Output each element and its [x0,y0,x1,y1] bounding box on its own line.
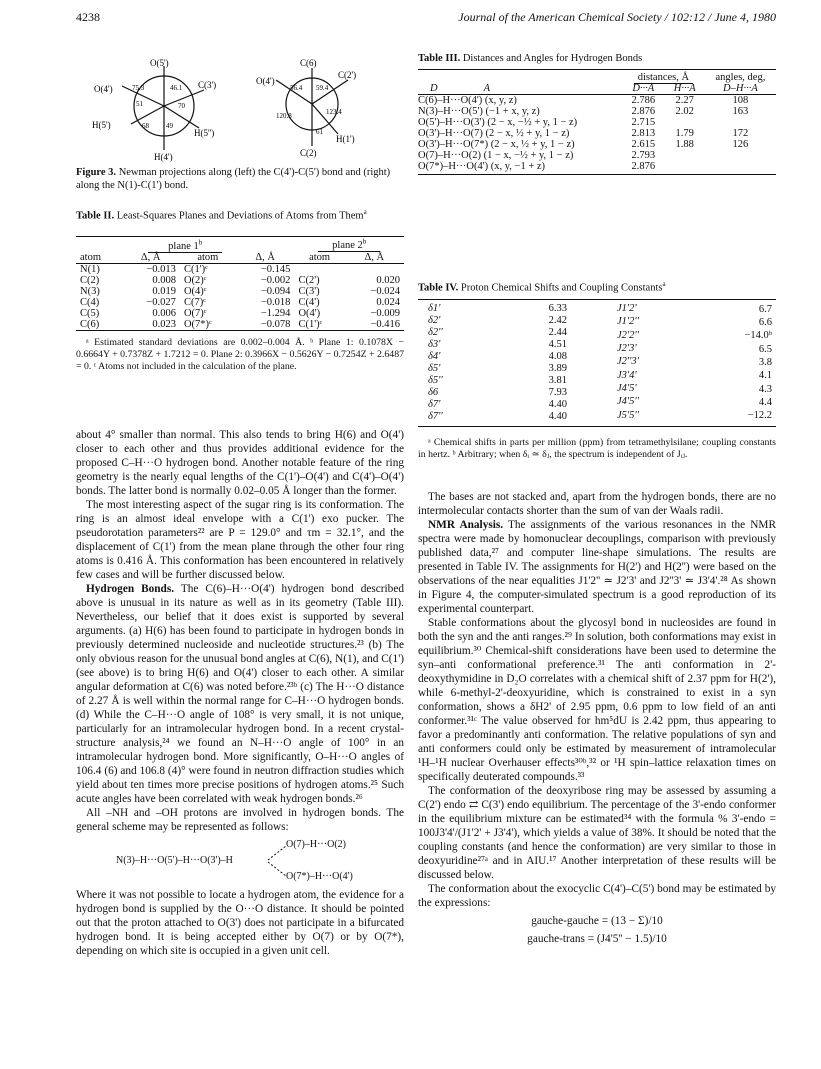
table-3-title-text: Distances and Angles for Hydrogen Bonds [462,53,643,64]
right-paragraph-4: The conformation of the deoxyribose ring may be assessed by assuming a C(2') endo ⇄ C(3') endo equilibrium. The percentage of the 3'-endo conformer in the equilibrium mixture can be estimated³⁴ with the formula % 3'-endo = 100J3'4'/(J1'2' + J3'4'), which yields a value of 38%. It should be noted that the coupling constants (and hence the conformation) are very similar to those in deoxyuridine²⁷ᵃ and in AIU.¹⁷ Another interpretation of these results will be discussed below. [418,785,776,881]
table-row [418,117,776,128]
table-2-title-text: Least-Squares Planes and Deviations of Atoms from Them [116,210,364,222]
table-cell: 0.023 [152,318,176,330]
scheme-chain: N(3)–H···O(5')–H···O(3')–H [116,855,233,866]
value-cell: 172 [732,128,749,139]
right-label-1: O(4') [256,76,275,86]
bond-cell: O(7)–H···O(2) (1 − x, −½ + y, 1 − z) [418,150,574,161]
value-cell [705,117,776,128]
table-row [418,315,597,327]
table-3-col-da: D···A [632,83,655,94]
left-label-1: O(4') [94,84,113,94]
equation-gauche-gauche: gauche-gauche = (13 − Σ)/10 [531,915,663,927]
figure-3 [76,56,404,166]
right-column-text [418,490,776,946]
table-2-header-row [76,252,404,264]
table-row [418,95,776,107]
left-label-5: H(4') [154,152,173,162]
hydrogen-bond-scheme [76,836,404,886]
shift-symbol: δ2'' [428,326,443,338]
coupling-symbol: J4'5'' [617,396,639,408]
table-cell: N(3) [80,285,100,297]
bond-cell: O(7*)–H···O(4') (x, y, −1 + z) [418,161,546,172]
table-row [76,263,404,275]
shift-value: 4.08 [548,351,567,362]
table-cell: 0.024 [376,296,400,308]
newman-right [256,58,356,158]
table-cell: C(4') [298,296,320,308]
table-3-distances-head: distances, Å [634,72,693,84]
table-2-label: Table II. [76,210,115,222]
table-4-title [418,278,776,295]
table-cell: 0.020 [376,274,400,286]
value-cell: 1.88 [675,139,694,150]
table-cell [294,263,344,275]
table-3-grid [418,72,776,172]
right-angle-4: 61 [316,128,323,136]
table-cell: −0.145 [260,263,291,275]
table-row [418,363,597,375]
table-3 [418,52,776,175]
table-row [76,319,404,330]
scheme-branch-lower: O(7*)–H···O(4') [286,871,353,882]
table-2-col: Δ, Å [364,251,385,263]
left-paragraph-1: about 4° smaller than normal. This also tends to bring H(6) and O(4') closer to each other and thus provides additional evidence for the proposed C–H···O hydrogen bond. Another notable feature of the ring geometry is the nearly equal lengths of the C(1')–O(4') and C(4')–O(4') bonds. The latter bond is normally 0.02–0.05 Å longer than the former. [76,429,404,497]
right-paragraph-1: The bases are not stacked and, apart from the hydrogen bonds, there are no intermolecular contacts shorter than the sum of van der Waals radii. [418,491,776,517]
value-cell: 126 [732,139,749,150]
table-row [76,297,404,308]
value-cell: 2.876 [631,106,656,117]
coupling-value: 4.1 [758,370,772,382]
table-row [418,303,597,315]
section-heading-hydrogen-bonds: Hydrogen Bonds. [86,583,175,595]
table-cell: O(7*)ᶜ [183,318,212,330]
table-cell: −1.294 [260,307,291,319]
table-3-label: Table III. [418,53,461,64]
section-heading-nmr: NMR Analysis. [428,519,504,531]
table-2-col: atom [197,251,219,263]
table-cell: C(6) [80,318,100,330]
newman-left [92,58,216,162]
table-row [597,409,776,422]
table-2-grid [76,237,404,330]
shift-symbol: δ7'' [428,410,443,422]
figure-3-caption [76,166,404,192]
table-row [418,411,597,423]
left-angle-2: 51 [136,100,143,108]
value-cell: 2.615 [631,139,656,150]
scheme-branch-upper: O(7)–H···O(2) [286,839,346,850]
table-row [418,387,597,399]
left-paragraph-2: The most interesting aspect of the sugar ring is its conformation. The ring is an almost ideal envelope with a C(1') exo pucker. The pseudorotation parameters²² are P = 129.0° and τm = 32.1°, and the displacement of C(1') from the mean plane through the other four ring atoms is 0.416 Å. This conformation has been encountered in relatively few cases and will be further discussed below. [76,499,404,581]
bond-cell: O(3')–H···O(7) (2 − x, ½ + y, 1 − z) [418,128,570,139]
table-2-footnote: ᵃ Estimated standard deviations are 0.002–0.004 Å. ᵇ Plane 1: 0.1078X − 0.6664Y + 0.7378Z + 1.7212 = 0. Plane 2: 0.3966X − 0.5626Y − 0.7254Z + 2.6487 = 0. ᶜ Atoms not included in the calculation of the plane. [76,336,404,372]
table-3-col-dha: D–H···A [723,83,758,94]
table-cell: −0.002 [260,274,291,286]
table-row [418,351,597,363]
bond-cell: O(5')–H···O(3') (2 − x, −½ + y, 1 − z) [418,117,578,128]
value-cell [705,161,776,172]
value-cell: 1.79 [675,128,694,139]
left-label-0: O(5') [150,58,169,68]
left-paragraph-4: All –NH and –OH protons are involved in hydrogen bonds. The general scheme may be represented as follows: [76,807,404,833]
coupling-symbol: J3'4' [617,369,637,381]
table-row [76,275,404,286]
table-cell: C(2) [80,274,100,286]
value-cell: 2.793 [631,150,656,161]
value-cell [665,117,705,128]
table-row [418,375,597,387]
table-row [597,316,776,329]
table-4 [418,278,776,461]
right-angle-0: 56.4 [290,84,303,92]
table-row [418,128,776,139]
left-label-4: H(5'') [194,128,215,138]
shift-value: 7.93 [548,387,567,398]
value-cell: 2.876 [631,161,656,172]
table-row [418,161,776,172]
table-3-col-ha: H···A [673,83,696,94]
table-3-title [418,52,776,65]
table-row [597,396,776,409]
table-3-col-a: A [483,83,491,94]
table-cell: 0.008 [152,274,176,286]
left-angle-4: 68 [142,122,149,130]
table-row [418,327,597,339]
table-row [76,286,404,297]
value-cell: 2.813 [631,128,656,139]
shift-value: 4.51 [548,339,567,350]
shift-value: 3.81 [548,375,567,386]
table-3-angles-head: angles, deg, [715,72,766,83]
right-paragraph-3: Stable conformations about the glycosyl bond in nucleosides are found in both the syn and the anti ranges.²⁹ In solution, both conformations may exist in equilibrium.³⁰ Chemical-shift considerations have been used to determine the syn–anti conformational preference.³¹ The anti conformation in 2'-deoxythymidine in D₂O correlates with a chemical shift of 2.37 ppm for H(2'), while 6-methyl-2'-deoxyuridine, which is constrained to exist in a syn conformation, shows a δH2' of 2.95 ppm, 0.6 ppm to low field of an anti conformer.³¹ᶜ The value observed for hm⁵dU is 2.42 ppm, thus appearing to favor a predominantly anti conformation. The relative populations of syn and anti conformers could only be estimated by measurement of intramolecular ¹H–¹H nuclear Overhauser effects³⁰ᵇ,³² or ¹H spin–lattice relaxation times on specifically deuterated compounds.³³ [418,617,776,783]
coupling-value: 3.8 [758,356,772,368]
newman-projections [76,56,404,166]
table-cell: O(4)ᶜ [183,285,207,297]
coupling-value: 6.7 [758,303,772,315]
table-row [597,342,776,355]
table-cell: O(2)ᶜ [183,274,207,286]
page-number: 4238 [76,10,100,24]
shift-value: 4.40 [548,399,567,410]
shift-value: 3.89 [548,363,567,374]
table-cell: N(1) [80,263,100,275]
table-row [597,369,776,382]
left-angle-0: 75.3 [132,84,145,92]
table-4-footnote: ᵃ Chemical shifts in parts per million (ppm) from tetramethylsilane; coupling constants in hertz. ᵇ Arbitrary; when δᵢ ≃ δⱼ, the spectrum is independent of Jᵢⱼ. [418,436,776,460]
table-cell: −0.013 [146,263,176,275]
table-2-title-mark: a [363,208,367,216]
table-row [418,399,597,411]
value-cell [705,150,776,161]
value-cell [665,161,705,172]
table-4-couplings [597,303,776,423]
shift-value: 2.44 [548,327,567,338]
figure-3-caption-text: Newman projections along (left) the C(4')-C(5') bond and (right) along the N(1)-C(1') bond. [76,167,391,191]
table-cell: C(2') [298,274,320,286]
table-cell: C(3') [298,285,320,297]
table-row [597,329,776,342]
table-cell: −0.018 [260,296,291,308]
table-row [597,382,776,395]
table-cell: O(4') [298,307,321,319]
table-cell: C(1')ᶜ [183,263,208,275]
table-cell: −0.078 [260,318,291,330]
table-cell: 0.006 [152,307,176,319]
journal-running-head: Journal of the American Chemical Society / 102:12 / June 4, 1980 [458,10,776,24]
shift-symbol: δ7' [428,398,441,410]
bond-cell: O(3')–H···O(7*) (2 − x, ½ + y, 1 − z) [418,139,575,150]
shift-symbol: δ2' [428,314,441,326]
table-cell: −0.024 [370,285,400,297]
right-paragraph-5: The conformation about the exocyclic C(4')–C(5') bond may be estimated by the expressions: [418,883,776,909]
value-cell: 163 [732,106,749,117]
left-paragraph-3: Hydrogen Bonds. The C(6)–H···O(4') hydrogen bond described above is unusual in its nature as well as in its geometry (Table III). Nevertheless, our belief that it does exist is supported by several arguments. (a) H(6) has been found to participate in hydrogen bonds in previously determined nucleoside and nucleotide structures.²³ (b) The only obvious reason for the unusual bond angles at C(6), N(1), and C(1') (see above) is to bring H(6) and O(4') closer to each other. A similar angular deformation at C(6) was noted before.²³ᵇ (c) The H···O distance of 2.27 Å is well within the normal range for C–H···O hydrogen bonds. (d) While the C–H···O angle of 108° is very small, it is not unique, particularly for an intramolecular hydrogen bond. In a recent crystal-structure analysis,²⁴ we found an N–H···O angle of 100° in an intramolecular hydrogen bond. More significantly, O–H···O angles of 106.4 (6) and 106.8 (4)° were found in neutron diffraction studies which yield about ten times more precise positions of hydrogen atoms.²⁵ Such acute angles have been correlated with weak hydrogen bonds.²⁶ [76,583,404,805]
coupling-symbol: J4'5' [617,383,637,395]
table-3-header-row [418,83,776,95]
table-4-title-text: Proton Chemical Shifts and Coupling Constants [460,282,663,294]
shift-symbol: δ3' [428,338,441,350]
coupling-symbol: J1'2' [617,303,637,315]
right-label-0: C(6) [300,58,317,68]
right-label-4: C(2) [300,148,317,158]
shift-symbol: δ5'' [428,374,443,386]
table-2-col: Δ, Å [140,251,161,263]
table-cell: −0.094 [260,285,291,297]
coupling-symbol: J2'3' [617,343,637,355]
table-3-col-d: D [430,83,438,94]
table-2-title [76,206,404,223]
coupling-symbol: J1'2'' [617,316,639,328]
table-row [597,356,776,369]
coupling-value: 4.3 [758,383,772,395]
table-cell: C(5) [80,307,100,319]
scheme-branch-lines [266,836,288,886]
table-2-col: Δ, Å [255,251,275,263]
figure-3-label: Figure 3. [76,167,117,178]
coupling-symbol: J2'2'' [617,329,639,341]
right-angle-2: 120.8 [276,112,292,120]
value-cell: 2.786 [631,95,656,106]
shift-value: 4.40 [548,411,567,422]
shift-symbol: δ6 [428,386,439,398]
equation-gauche-trans: gauche-trans = (J4'5'' − 1.5)/10 [527,933,667,945]
table-2-plane2-head: plane 2$^b$ [318,240,380,252]
table-cell: C(7)ᶜ [183,296,206,308]
bond-cell: N(3)–H···O(5') (−1 + x, y, z) [418,106,540,117]
table-row [418,139,776,150]
shift-symbol: δ5' [428,362,441,374]
table-cell: −0.416 [370,318,400,330]
coupling-value: −14.0ᵇ [744,330,772,342]
value-cell: 2.715 [631,117,656,128]
table-cell [345,263,404,275]
value-cell: 2.02 [675,106,694,117]
table-cell: −0.027 [146,296,176,308]
coupling-value: −12.2 [747,410,772,422]
right-angle-3: 123.4 [326,108,342,116]
table-cell: C(4) [80,296,100,308]
left-label-2: C(3') [198,80,217,90]
bond-cell: C(6)–H···O(4') (x, y, z) [418,95,517,106]
coupling-symbol: J2''3' [617,356,639,368]
table-cell: −0.009 [370,307,400,319]
right-label-3: H(1') [336,134,355,144]
table-2-col: atom [309,251,331,263]
table-row [418,150,776,161]
left-column-text [76,428,404,958]
table-cell: C(1')ᶜ [298,318,323,330]
table-2-col: atom [80,251,101,263]
table-row [418,106,776,117]
table-4-shifts [418,303,597,423]
table-4-title-mark: a [662,280,666,288]
value-cell: 2.27 [675,95,694,106]
table-2 [76,236,404,373]
left-angle-1: 46.1 [170,84,183,92]
left-paragraph-5: Where it was not possible to locate a hydrogen atom, the evidence for a hydrogen bond is supplied by the O···O distance. It should be pointed out that the proton attached to O(3') does not participate in a bifurcated hydrogen bond. It is being accepted either by O(7) or by O(7*), depending on which site is occupied in a given unit cell. [76,889,404,957]
coupling-value: 4.4 [758,396,772,408]
table-2-plane1-head: plane 1$^b$ [148,241,222,253]
table-cell: O(7)ᶜ [183,307,207,319]
table-row [597,303,776,316]
right-label-2: C(2') [338,70,357,80]
left-angle-5: 49 [166,122,173,130]
table-4-label: Table IV. [418,282,459,294]
left-label-3: H(5') [92,120,111,130]
left-angle-3: 70 [178,102,185,110]
value-cell [665,150,705,161]
table-cell: 0.019 [152,285,176,297]
shift-value: 2.42 [548,315,567,326]
coupling-symbol: J5'5'' [617,409,639,421]
shift-symbol: δ4' [428,350,441,362]
shift-symbol: δ1' [428,302,441,314]
table-row [76,308,404,319]
coupling-value: 6.5 [758,343,772,355]
value-cell: 108 [732,95,749,106]
coupling-value: 6.6 [758,316,772,328]
right-paragraph-2: NMR Analysis. The assignments of the various resonances in the NMR spectra were made by homonuclear decouplings, comparison with previously published data,²⁷ and computer line-shape simulations. The results are presented in Table IV. The assignments for H(2') and H(2'') were based on the observations of the near equalities J1'2'' ≃ J2'3' and J2''3' ≃ J3'4'.²⁸ As shown in Figure 4, the computer-simulated spectrum is a good reproduction of its experimental counterpart. [418,519,777,615]
right-angle-1: 59.4 [316,84,329,92]
table-row [418,339,597,351]
shift-value: 6.33 [548,303,567,314]
